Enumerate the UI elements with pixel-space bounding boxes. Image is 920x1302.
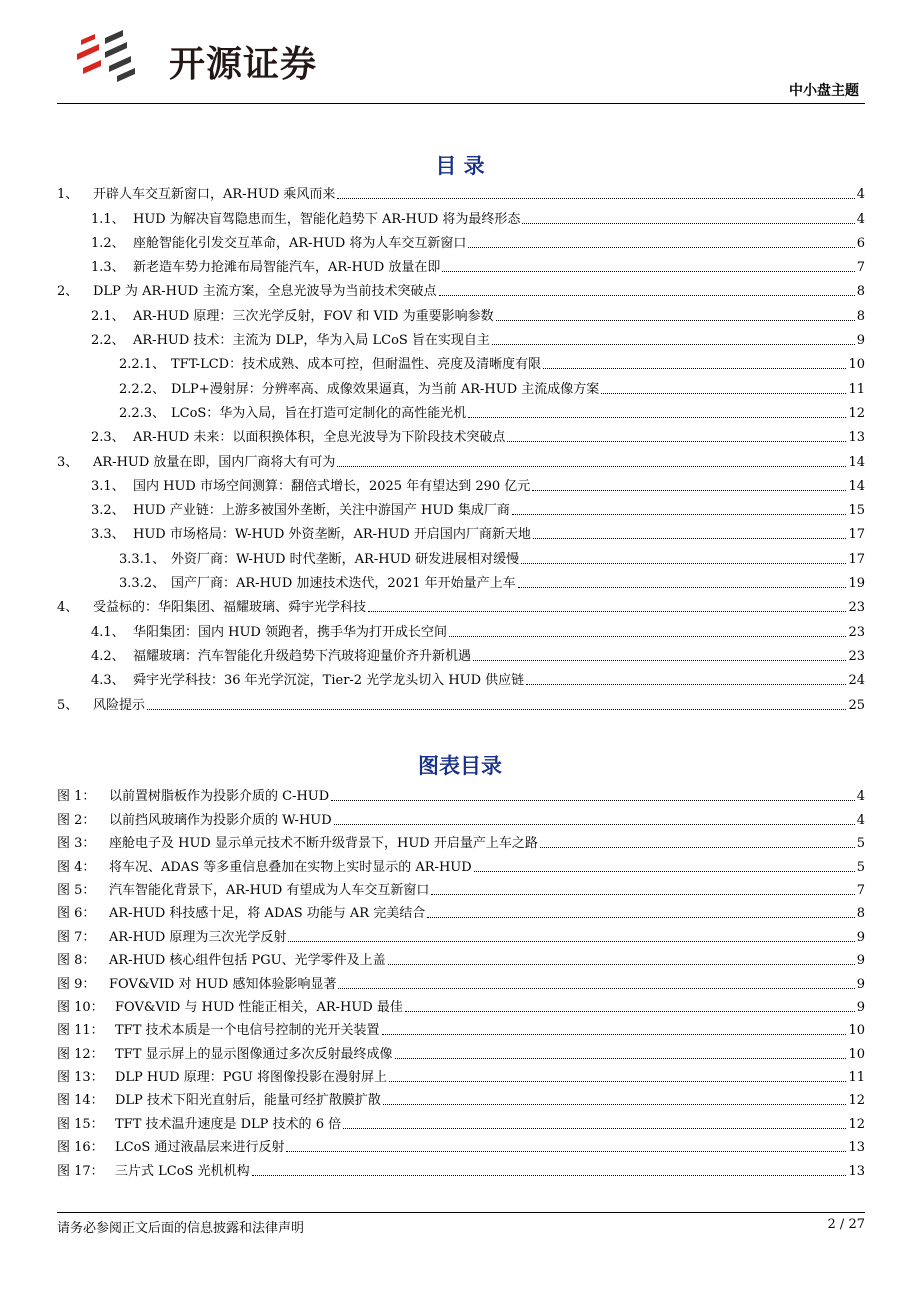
figure-entry-page: 5 [856, 859, 865, 875]
figure-leader-dots [382, 1034, 847, 1035]
footer-disclaimer: 请务必参阅正文后面的信息披露和法律声明 [57, 1221, 305, 1236]
toc-entry-title: LCoS：华为入局，旨在打造可定制化的高性能光机 [171, 405, 467, 421]
figure-leader-dots [540, 847, 855, 848]
toc-entry[interactable] [57, 227, 865, 251]
toc-entry-title: AR-HUD 原理：三次光学反射，FOV 和 VID 为重要影响参数 [133, 308, 494, 324]
toc-entry[interactable] [57, 348, 865, 372]
toc-entry-number: 2.2.1、 [119, 357, 166, 373]
figure-entry-number: 图 6： [57, 906, 96, 922]
figure-entry-title: AR-HUD 原理为三次光学反射 [109, 929, 287, 945]
toc-entry-page: 9 [856, 333, 865, 349]
toc-entry[interactable] [57, 445, 865, 469]
toc-entry-number: 1.1、 [91, 211, 125, 227]
figure-leader-dots [343, 1128, 846, 1129]
figure-entry-page: 4 [856, 789, 865, 805]
figure-entry[interactable] [57, 945, 865, 968]
toc-entry-number: 2.2、 [91, 333, 125, 349]
toc-entry-number: 1、 [57, 187, 79, 203]
figure-entry-title: AR-HUD 核心组件包括 PGU、光学零件及上盖 [109, 953, 386, 969]
toc-leader-dots [492, 344, 855, 345]
toc-leader-dots [147, 709, 846, 710]
toc-leader-dots [473, 660, 846, 661]
toc-entry[interactable] [57, 251, 865, 275]
toc-leader-dots [522, 223, 854, 224]
toc-leader-dots [507, 441, 846, 442]
figure-entry[interactable] [57, 1155, 865, 1178]
figure-entry[interactable] [57, 1085, 865, 1108]
toc-leader-dots [337, 198, 854, 199]
toc-entry-page: 11 [848, 381, 865, 397]
figure-leader-dots [405, 1011, 855, 1012]
toc-entry[interactable] [57, 470, 865, 494]
figure-leader-dots [388, 964, 855, 965]
figure-entry-title: 汽车智能化背景下，AR-HUD 有望成为人车交互新窗口 [109, 882, 430, 898]
toc-leader-dots [601, 393, 846, 394]
toc-entry-number: 4.1、 [91, 624, 125, 640]
figure-entry-title: 三片式 LCoS 光机机构 [115, 1163, 250, 1179]
figure-entry-title: FOV&VID 与 HUD 性能正相关，AR-HUD 最佳 [115, 999, 403, 1015]
toc-entry-page: 14 [848, 454, 865, 470]
toc-entry[interactable] [57, 421, 865, 445]
figure-entry-page: 5 [856, 836, 865, 852]
toc-leader-dots [512, 514, 847, 515]
toc-entry-title: DLP 为 AR-HUD 主流方案，全息光波导为当前技术突破点 [93, 284, 437, 300]
figure-entry-page: 13 [848, 1140, 865, 1156]
toc-leader-dots [533, 538, 847, 539]
figure-entry-number: 图 16： [57, 1140, 104, 1156]
toc-entry[interactable] [57, 640, 865, 664]
figure-entry-title: 以前挡风玻璃作为投影介质的 W-HUD [109, 812, 332, 828]
figure-entry-number: 图 8： [57, 953, 96, 969]
figure-entry-title: 将车况、ADAS 等多重信息叠加在实物上实时显示的 AR-HUD [109, 859, 472, 875]
toc-entry-number: 3.2、 [91, 503, 125, 519]
toc-entry-page: 8 [856, 308, 865, 324]
toc-entry-page: 6 [856, 235, 865, 251]
toc-title: 目 录 [435, 154, 485, 178]
figure-entry-number: 图 7： [57, 929, 96, 945]
figure-entry[interactable] [57, 1132, 865, 1155]
toc-entry-page: 10 [848, 357, 865, 373]
figure-entry-title: FOV&VID 对 HUD 感知体验影响显著 [109, 976, 337, 992]
figure-entry[interactable] [57, 1015, 865, 1038]
toc-entry-title: 受益标的：华阳集团、福耀玻璃、舜宇光学科技 [93, 600, 367, 616]
toc-entry-title: TFT-LCD：技术成熟、成本可控，但耐温性、亮度及清晰度有限 [171, 357, 542, 373]
toc-entry-page: 8 [856, 284, 865, 300]
figure-leader-dots [427, 917, 854, 918]
figure-leader-dots [334, 824, 855, 825]
figure-entry-page: 9 [856, 929, 865, 945]
toc-entry-title: 开辟人车交互新窗口，AR-HUD 乘风而来 [93, 187, 336, 203]
toc-entry-page: 17 [848, 527, 865, 543]
figure-entry-number: 图 14： [57, 1093, 104, 1109]
toc-leader-dots [337, 466, 846, 467]
toc-entry[interactable] [57, 591, 865, 615]
figure-entry[interactable] [57, 1038, 865, 1061]
figure-entry-number: 图 10： [57, 999, 104, 1015]
toc-entry-number: 2.2.2、 [119, 381, 166, 397]
figure-entry[interactable] [57, 804, 865, 827]
toc-entry-page: 17 [848, 551, 865, 567]
toc-entry-page: 14 [848, 478, 865, 494]
toc-leader-dots [468, 417, 846, 418]
figure-entry-page: 12 [848, 1093, 865, 1109]
figure-entry-page: 8 [856, 906, 865, 922]
figure-entry[interactable] [57, 1062, 865, 1085]
figures-list [57, 781, 865, 1179]
toc-entry-page: 13 [848, 430, 865, 446]
figure-entry-number: 图 11： [57, 1023, 104, 1039]
toc-entry-page: 12 [848, 405, 865, 421]
page-footer [57, 1212, 865, 1236]
toc-entry-number: 2.1、 [91, 308, 125, 324]
toc-entry-page: 7 [856, 260, 865, 276]
page-header [57, 22, 865, 104]
figure-entry-page: 9 [856, 976, 865, 992]
figure-entry-number: 图 17： [57, 1163, 104, 1179]
toc-entry[interactable] [57, 494, 865, 518]
figure-entry-number: 图 5： [57, 882, 96, 898]
toc-entry-page: 23 [848, 648, 865, 664]
figure-entry[interactable] [57, 781, 865, 804]
toc-entry-number: 2.2.3、 [119, 405, 166, 421]
figure-entry[interactable] [57, 898, 865, 921]
figure-entry-title: TFT 显示屏上的显示图像通过多次反射最终成像 [115, 1046, 393, 1062]
toc-leader-dots [368, 611, 846, 612]
toc-leader-dots [439, 295, 855, 296]
toc-entry-page: 4 [856, 187, 865, 203]
figure-entry-page: 9 [856, 953, 865, 969]
figure-entry[interactable] [57, 1108, 865, 1131]
figure-entry-number: 图 2： [57, 812, 96, 828]
toc-list [57, 178, 865, 713]
toc-entry[interactable] [57, 397, 865, 421]
figure-entry[interactable] [57, 992, 865, 1015]
figure-entry-number: 图 9： [57, 976, 96, 992]
footer-page-number: 2 / 27 [827, 1217, 865, 1232]
toc-entry-title: 风险提示 [93, 697, 146, 713]
figure-entry-page: 7 [856, 882, 865, 898]
figure-leader-dots [383, 1104, 847, 1105]
figure-entry-page: 9 [856, 999, 865, 1015]
figure-entry-page: 4 [856, 812, 865, 828]
toc-entry[interactable] [57, 372, 865, 396]
figure-entry[interactable] [57, 828, 865, 851]
toc-entry[interactable] [57, 299, 865, 323]
toc-entry[interactable] [57, 688, 865, 712]
toc-leader-dots [449, 636, 846, 637]
toc-leader-dots [496, 320, 855, 321]
toc-entry-title: 华阳集团：国内 HUD 领跑者，携手华为打开成长空间 [133, 624, 447, 640]
toc-entry-number: 3.3.1、 [119, 551, 166, 567]
toc-entry-number: 2、 [57, 284, 79, 300]
figure-entry-page: 13 [848, 1163, 865, 1179]
toc-entry-title: DLP+漫射屏：分辨率高、成像效果逼真，为当前 AR-HUD 主流成像方案 [171, 381, 600, 397]
toc-entry[interactable] [57, 324, 865, 348]
figure-leader-dots [286, 1151, 846, 1152]
toc-entry-number: 3.3.2、 [119, 576, 166, 592]
toc-entry-title: 福耀玻璃：汽车智能化升级趋势下汽玻将迎量价齐升新机遇 [133, 648, 472, 664]
toc-entry-title: 新老造车势力抢滩布局智能汽车，AR-HUD 放量在即 [133, 260, 441, 276]
toc-entry-title: 外资厂商：W-HUD 时代垄断，AR-HUD 研发进展相对缓慢 [171, 551, 520, 567]
toc-entry-page: 23 [848, 600, 865, 616]
toc-entry-title: HUD 市场格局：W-HUD 外资垄断，AR-HUD 开启国内厂商新天地 [133, 527, 531, 543]
figure-entry-page: 12 [848, 1116, 865, 1132]
brand-name: 开源证券 [169, 44, 318, 85]
figure-entry-page: 10 [848, 1046, 865, 1062]
toc-entry-page: 15 [848, 503, 865, 519]
toc-entry-page: 25 [848, 697, 865, 713]
toc-entry-number: 4.2、 [91, 648, 125, 664]
figure-entry-title: 座舱电子及 HUD 显示单元技术不断升级背景下，HUD 开启量产上车之路 [109, 836, 538, 852]
figure-leader-dots [252, 1175, 847, 1176]
figure-entry-number: 图 1： [57, 789, 96, 805]
figure-entry-number: 图 15： [57, 1116, 104, 1132]
toc-entry-title: HUD 为解决盲驾隐患而生，智能化趋势下 AR-HUD 将为最终形态 [133, 211, 521, 227]
figure-entry-title: AR-HUD 科技感十足，将 ADAS 功能与 AR 完美结合 [109, 906, 426, 922]
figure-leader-dots [389, 1081, 846, 1082]
toc-entry[interactable] [57, 518, 865, 542]
toc-entry-page: 4 [856, 211, 865, 227]
toc-entry[interactable] [57, 202, 865, 226]
toc-entry-title: 舜宇光学科技：36 年光学沉淀，Tier-2 光学龙头切入 HUD 供应链 [133, 673, 525, 689]
toc-entry-page: 19 [848, 576, 865, 592]
figure-leader-dots [474, 871, 855, 872]
figure-leader-dots [338, 988, 854, 989]
figure-entry-title: LCoS 通过液晶层来进行反射 [115, 1140, 285, 1156]
figure-entry-title: 以前置树脂板作为投影介质的 C-HUD [109, 789, 330, 805]
toc-entry-title: AR-HUD 放量在即，国内厂商将大有可为 [93, 454, 336, 470]
toc-entry-number: 5、 [57, 697, 79, 713]
figure-entry-number: 图 4： [57, 859, 96, 875]
figures-title: 图表目录 [418, 754, 502, 778]
toc-leader-dots [543, 368, 846, 369]
toc-leader-dots [468, 247, 854, 248]
toc-leader-dots [518, 587, 847, 588]
figure-leader-dots [431, 894, 854, 895]
figure-entry-page: 10 [848, 1023, 865, 1039]
toc-leader-dots [532, 490, 846, 491]
toc-entry[interactable] [57, 567, 865, 591]
toc-leader-dots [442, 271, 854, 272]
toc-entry[interactable] [57, 664, 865, 688]
figure-entry[interactable] [57, 875, 865, 898]
figure-entry[interactable] [57, 968, 865, 991]
figure-entry-page: 11 [848, 1070, 865, 1086]
toc-entry-title: 座舱智能化引发交互革命，AR-HUD 将为人车交互新窗口 [133, 235, 467, 251]
toc-leader-dots [526, 684, 846, 685]
figure-entry-title: DLP 技术下阳光直射后，能量可经扩散膜扩散 [115, 1093, 381, 1109]
figure-leader-dots [395, 1058, 847, 1059]
figure-entry-number: 图 3： [57, 836, 96, 852]
header-tag: 中小盘主题 [789, 83, 859, 99]
figure-leader-dots [331, 800, 855, 801]
toc-entry-title: 国内 HUD 市场空间测算：翻倍式增长，2025 年有望达到 290 亿元 [133, 478, 531, 494]
brand-logo [77, 30, 377, 84]
figure-entry[interactable] [57, 921, 865, 944]
figure-entry-number: 图 13： [57, 1070, 104, 1086]
toc-entry[interactable] [57, 178, 865, 202]
brand-logo-icon [77, 30, 157, 84]
toc-entry-number: 4、 [57, 600, 79, 616]
figure-entry-title: TFT 技术本质是一个电信号控制的光开关装置 [115, 1023, 380, 1039]
toc-entry-title: HUD 产业链：上游多被国外垄断，关注中游国产 HUD 集成厂商 [133, 503, 510, 519]
toc-entry[interactable] [57, 275, 865, 299]
figure-leader-dots [288, 941, 854, 942]
toc-entry-page: 24 [848, 673, 865, 689]
figure-entry-title: TFT 技术温升速度是 DLP 技术的 6 倍 [115, 1116, 342, 1132]
toc-entry-title: 国产厂商：AR-HUD 加速技术迭代，2021 年开始量产上车 [171, 576, 516, 592]
toc-entry-number: 1.2、 [91, 235, 125, 251]
toc-leader-dots [521, 563, 846, 564]
toc-entry-number: 3.1、 [91, 478, 125, 494]
figure-entry-title: DLP HUD 原理：PGU 将图像投影在漫射屏上 [115, 1070, 388, 1086]
toc-entry[interactable] [57, 542, 865, 566]
toc-entry[interactable] [57, 615, 865, 639]
toc-entry-number: 3.3、 [91, 527, 125, 543]
toc-entry-title: AR-HUD 技术：主流为 DLP，华为入局 LCoS 旨在实现自主 [133, 333, 490, 349]
toc-entry-title: AR-HUD 未来：以面积换体积，全息光波导为下阶段技术突破点 [133, 430, 506, 446]
toc-entry-number: 4.3、 [91, 673, 125, 689]
toc-entry-page: 23 [848, 624, 865, 640]
figure-entry-number: 图 12： [57, 1046, 104, 1062]
toc-entry-number: 2.3、 [91, 430, 125, 446]
toc-entry-number: 1.3、 [91, 260, 125, 276]
toc-entry-number: 3、 [57, 454, 79, 470]
figure-entry[interactable] [57, 851, 865, 874]
